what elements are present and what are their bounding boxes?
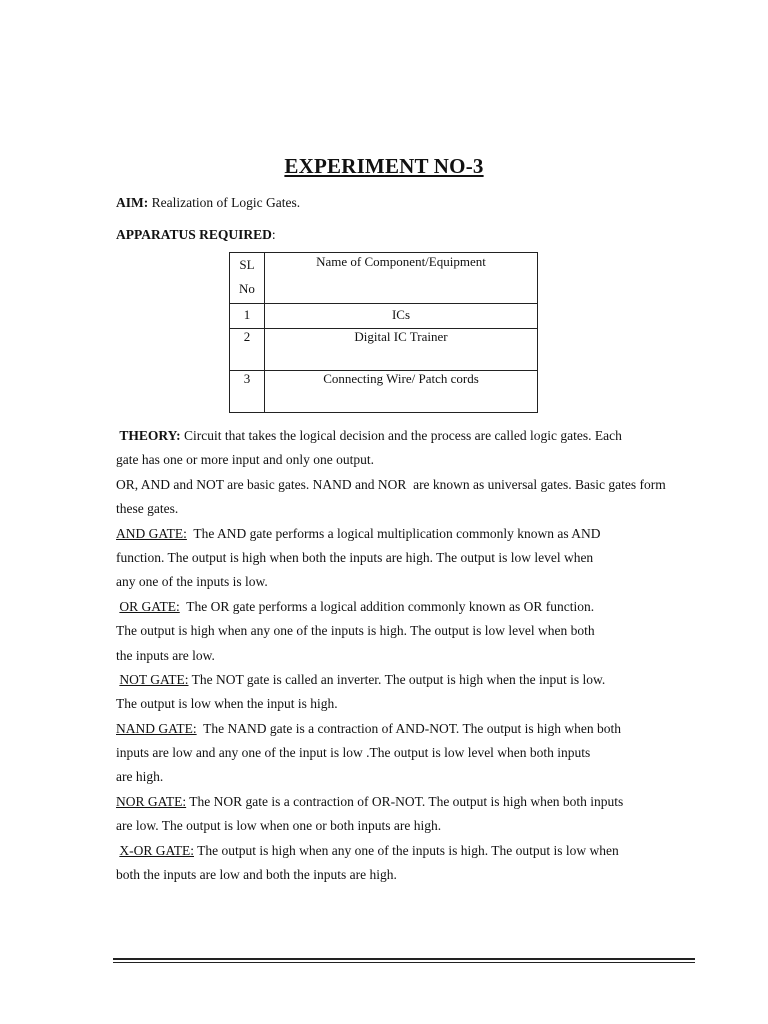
and-gate-line — [116, 522, 696, 546]
footer-rule-thin — [113, 962, 695, 963]
table-cell-name: ICs — [265, 304, 538, 329]
nor-gate-line — [116, 790, 696, 814]
theory-label: THEORY: — [119, 428, 181, 443]
apparatus-heading-label: APPARATUS REQUIRED — [116, 227, 272, 242]
not-gate-text: The NOT gate is called an inverter. The output is high when the input is low. — [188, 671, 606, 687]
and-gate-text: The AND gate performs a logical multiplication commonly known as AND — [186, 525, 601, 541]
or-gate-text: The OR gate performs a logical addition commonly known as OR function. — [179, 598, 595, 614]
header-component-name: Name of Component/Equipment — [265, 253, 538, 304]
table-cell-sl: 1 — [230, 304, 265, 329]
nand-gate-label: NAND GATE: — [116, 720, 197, 736]
xor-gate-text: The output is high when any one of the inputs is high. The output is low when — [194, 842, 619, 858]
nand-gate-text: The NAND gate is a contraction of AND-NOT. The output is high when both — [196, 720, 622, 736]
header-sl-line2: No — [239, 281, 255, 296]
table-row — [230, 371, 538, 413]
nand-gate-line: inputs are low and any one of the input is low .The output is low level when both inputs — [116, 745, 591, 761]
theory-line: gate has one or more input and only one output. — [116, 452, 374, 468]
theory-line: these gates. — [116, 501, 179, 517]
apparatus-table — [229, 252, 538, 413]
or-gate-line: the inputs are low. — [116, 647, 215, 663]
apparatus-heading — [116, 227, 276, 243]
not-gate-label: NOT GATE: — [119, 671, 189, 687]
xor-gate-label: X-OR GATE: — [119, 842, 194, 858]
or-gate-label: OR GATE: — [119, 598, 180, 614]
table-cell-name: Digital IC Trainer — [265, 329, 538, 371]
footer-rule — [113, 958, 695, 960]
table-row — [230, 329, 538, 371]
xor-gate-line: both the inputs are low and both the inputs are high. — [116, 867, 397, 883]
nor-gate-label: NOR GATE: — [116, 793, 187, 809]
not-gate-line — [116, 668, 696, 692]
header-sl-line1: SL — [239, 257, 255, 272]
table-row — [230, 304, 538, 329]
and-gate-line: any one of the inputs is low. — [116, 574, 268, 590]
table-cell-sl: 3 — [230, 371, 265, 413]
table-cell-name: Connecting Wire/ Patch cords — [265, 371, 538, 413]
theory-text: Circuit that takes the logical decision and the process are called logic gates. Each — [180, 428, 622, 443]
theory-section — [116, 424, 696, 887]
table-cell-sl: 2 — [230, 329, 265, 371]
theory-line: OR, AND and NOT are basic gates. NAND and NOR are known as universal gates. Basic gates form — [116, 476, 666, 492]
aim-label: AIM: — [116, 195, 149, 210]
nand-gate-line: are high. — [116, 769, 164, 785]
nor-gate-line: are low. The output is low when one or both inputs are high. — [116, 818, 442, 834]
table-header-row — [230, 253, 538, 304]
and-gate-label: AND GATE: — [116, 525, 187, 541]
or-gate-line — [116, 595, 696, 619]
apparatus-heading-colon: : — [271, 227, 276, 242]
header-sl-no — [230, 253, 265, 304]
page-title: EXPERIMENT NO-3 — [284, 154, 484, 178]
aim-text: Realization of Logic Gates. — [148, 195, 301, 210]
not-gate-line: The output is low when the input is high. — [116, 696, 338, 712]
and-gate-line: function. The output is high when both the inputs are high. The output is low level when — [116, 549, 594, 565]
or-gate-line: The output is high when any one of the inputs is high. The output is low level when both — [116, 623, 595, 639]
nor-gate-text: The NOR gate is a contraction of OR-NOT. The output is high when both inputs — [186, 793, 624, 809]
theory-line — [116, 424, 696, 448]
xor-gate-line — [116, 839, 696, 863]
aim-line — [116, 195, 300, 211]
nand-gate-line — [116, 717, 696, 741]
